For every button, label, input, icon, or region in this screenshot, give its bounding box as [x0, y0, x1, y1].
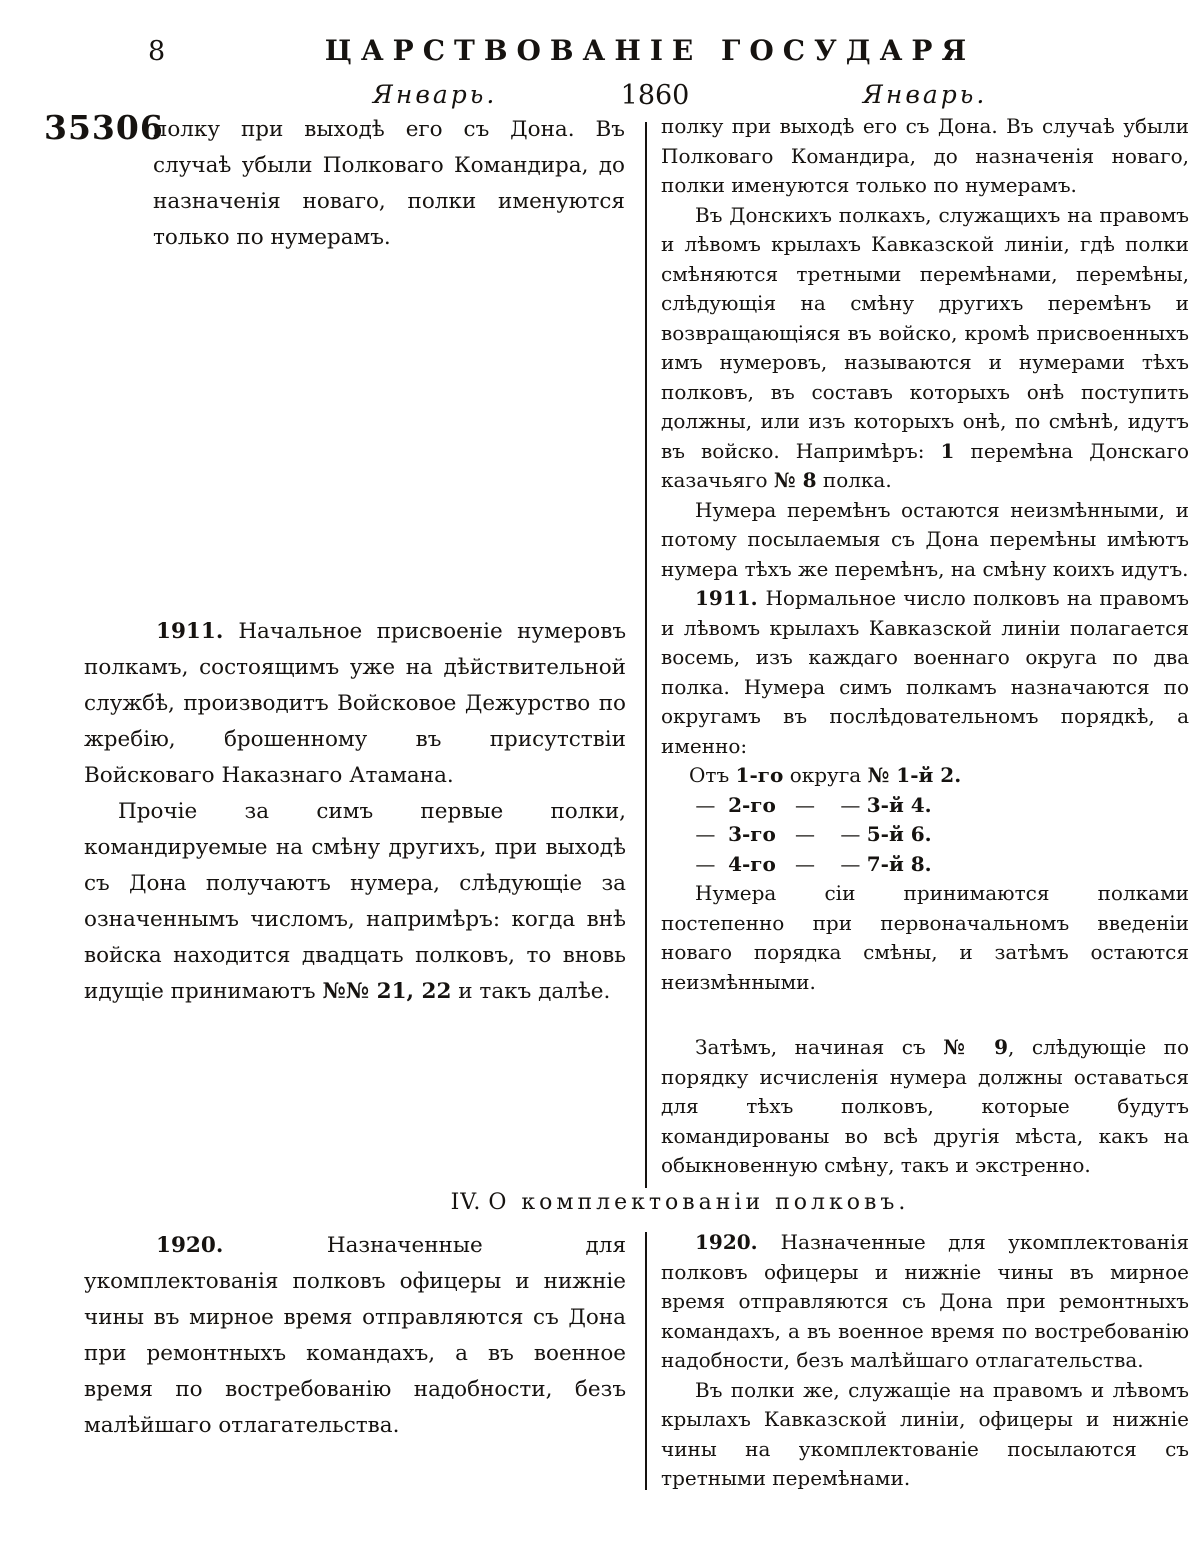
paragraph-1911-left: 1911. Начальное присвоеніе нумеровъ полкамъ, состоящимъ уже на дѣйствительной службѣ, производитъ Войсковое Дежурство по жребію, брошенному въ присутствіи Войсковаго Наказнаго Атамана. — [84, 619, 627, 788]
list-line: Отъ 1-го округа № 1-й 2. — [689, 763, 962, 787]
paragraph-postepenno-right: Нумера сіи принимаются полками постепенно при первоначальномъ введеніи новаго порядка смѣны, и затѣмъ остаются неизмѣнными. — [661, 881, 1189, 994]
paragraph-prochie-left: Прочіе за симъ первые полки, командируемые на смѣну другихъ, при выходѣ съ Дона получаютъ нумера, слѣдующіе за означеннымъ числомъ, напримѣръ: когда внѣ войска находится двадцать полковъ, то вновь идущіе принимаютъ №№ 21, 22 и такъ далѣе. — [84, 799, 626, 1004]
list-line: — 3-го — — 5-й 6. — [689, 822, 932, 846]
column-divider-upper — [645, 122, 647, 1188]
paragraph-intro-left: полку при выходѣ его съ Дона. Въ случаѣ убыли Полковаго Командира, до назначенія новаго, полки именуются только по нумерамъ. — [153, 117, 625, 250]
left-column-intro-block — [153, 112, 625, 256]
paragraph-vpolki-right: Въ полки же, служащіе на правомъ и лѣвомъ крылахъ Кавказской линіи, офицеры и нижніе чины на укомплектованіе посылаются съ третными перемѣнами. — [661, 1377, 1189, 1490]
paragraph-numera-right: Нумера перемѣнъ остаются неизмѣнными, и потому посылаемыя съ Дона перемѣны имѣютъ нумера тѣхъ же перемѣнъ, на смѣну коихъ идутъ. — [661, 497, 1189, 581]
left-column-middle-block — [84, 614, 626, 1010]
section-heading — [380, 1190, 980, 1215]
paragraph-1920-left: 1920. Назначенные для укомплектованія полковъ офицеры и нижніе чины въ мирное время отправляются съ Дона при ремонтныхъ командахъ, а въ военное время по востребованію надобности, безъ малѣйшаго отлагательства. — [84, 1233, 627, 1438]
month-label-left: Январь. — [372, 80, 498, 109]
paragraph-1911-right: 1911. Нормальное число полковъ на правомъ и лѣвомъ крылахъ Кавказской линіи полагается восемь, изъ каждаго военнаго округа по два полка. Нумера симъ полкамъ назначаются по округамъ въ послѣдовательномъ порядкѣ, а именно: — [661, 586, 1189, 758]
year-label: 1860 — [620, 80, 690, 111]
section-number: IV. — [450, 1190, 482, 1215]
running-title: ЦАРСТВОВАНІЕ ГОСУДАРЯ — [324, 34, 976, 67]
right-column-top-block — [661, 112, 1189, 1181]
list-line: — 2-го — — 3-й 4. — [689, 792, 932, 817]
paragraph-intro-right: полку при выходѣ его съ Дона. Въ случаѣ убыли Полковаго Командира, до назначенія новаго, полки именуются только по нумерамъ. — [661, 114, 1189, 197]
paragraph-donskih-right: Въ Донскихъ полкахъ, служащихъ на правомъ и лѣвомъ крылахъ Кавказской линіи, гдѣ полки смѣняются третными перемѣнами, перемѣны, слѣдующія на смѣну другихъ перемѣнъ и возвращающіяся въ войско, кромѣ присвоенныхъ имъ нумеровъ, называются и нумерами тѣхъ полковъ, въ составъ которыхъ онѣ поступить должны, или изъ которыхъ онѣ, по смѣнѣ, идутъ въ войско. Напримѣръ: 1 перемѣна Донскаго казачьяго № 8 полка. — [661, 202, 1189, 492]
month-label-right: Январь. — [862, 80, 988, 109]
right-column-bottom-block — [661, 1228, 1189, 1494]
left-column-bottom-block — [84, 1228, 626, 1444]
column-divider-lower — [645, 1232, 647, 1490]
page-number: 8 — [148, 36, 166, 67]
paragraph-1920-right: 1920. Назначенные для укомплектованія полковъ офицеры и нижніе чины въ мирное время отправляются съ Дона при ремонтныхъ командахъ, а въ военное время по востребованію надобности, безъ малѣйшаго отлагательства. — [661, 1230, 1189, 1372]
okrug-number-list — [661, 761, 1189, 879]
list-line: — 4-го — — 7-й 8. — [689, 851, 932, 876]
section-title: О комплектованіи полковъ. — [488, 1190, 910, 1215]
paragraph-zatem-right: Затѣмъ, начиная съ № 9, слѣдующіе по порядку исчисленія нумера должны оставаться для тѣхъ полковъ, которые будутъ командированы во всѣ другія мѣста, какъ на обыкновенную смѣну, такъ и экстренно. — [661, 1035, 1190, 1177]
act-number: 35306 — [44, 108, 164, 147]
